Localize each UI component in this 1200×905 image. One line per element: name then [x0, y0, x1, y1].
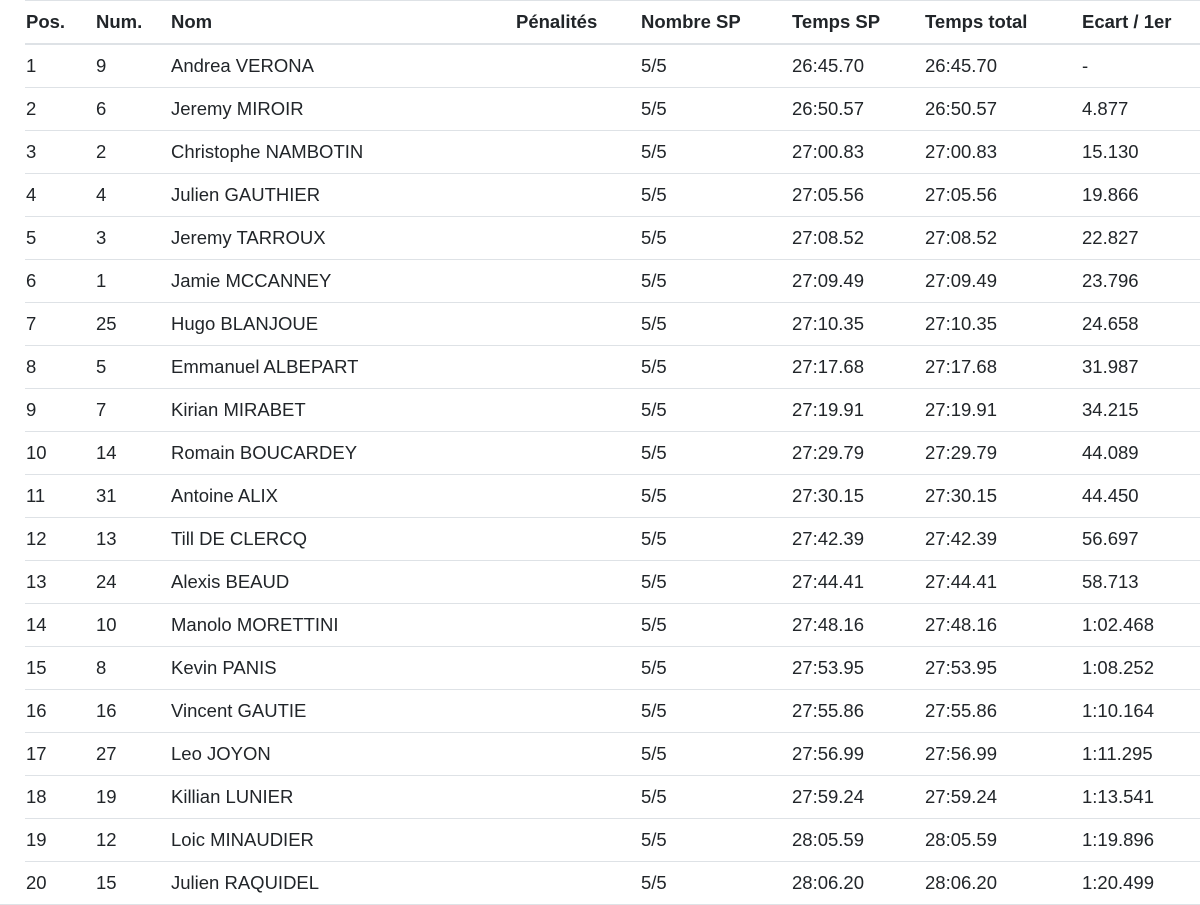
- cell-ecart: 1:20.499: [1082, 862, 1200, 905]
- cell-num: 5: [96, 346, 171, 389]
- cell-temps-sp: 27:56.99: [792, 733, 925, 776]
- cell-nombre-sp: 5/5: [641, 174, 792, 217]
- cell-nom: Manolo MORETTINI: [171, 604, 516, 647]
- cell-nombre-sp: 5/5: [641, 819, 792, 862]
- header-nom[interactable]: Nom: [171, 1, 516, 45]
- cell-temps-total: 27:30.15: [925, 475, 1082, 518]
- header-pos[interactable]: Pos.: [0, 1, 96, 45]
- cell-ecart: 56.697: [1082, 518, 1200, 561]
- cell-temps-total: 26:50.57: [925, 88, 1082, 131]
- cell-temps-sp: 27:53.95: [792, 647, 925, 690]
- table-row[interactable]: [0, 475, 1200, 518]
- cell-num: 8: [96, 647, 171, 690]
- cell-num: 15: [96, 862, 171, 905]
- header-num[interactable]: Num.: [96, 1, 171, 45]
- table-row[interactable]: [0, 303, 1200, 346]
- cell-ecart: 1:08.252: [1082, 647, 1200, 690]
- cell-penalites: [516, 260, 641, 303]
- table-row[interactable]: [0, 776, 1200, 819]
- cell-pos: 20: [0, 862, 96, 905]
- cell-penalites: [516, 475, 641, 518]
- cell-temps-sp: 27:59.24: [792, 776, 925, 819]
- cell-nombre-sp: 5/5: [641, 260, 792, 303]
- cell-ecart: 1:02.468: [1082, 604, 1200, 647]
- header-ecart[interactable]: Ecart / 1er: [1082, 1, 1200, 45]
- cell-nom: Vincent GAUTIE: [171, 690, 516, 733]
- cell-temps-total: 27:10.35: [925, 303, 1082, 346]
- cell-temps-total: 27:44.41: [925, 561, 1082, 604]
- table-row[interactable]: [0, 733, 1200, 776]
- cell-temps-total: 27:55.86: [925, 690, 1082, 733]
- cell-temps-sp: 27:44.41: [792, 561, 925, 604]
- cell-num: 4: [96, 174, 171, 217]
- cell-nombre-sp: 5/5: [641, 217, 792, 260]
- cell-pos: 16: [0, 690, 96, 733]
- cell-ecart: 44.450: [1082, 475, 1200, 518]
- cell-temps-sp: 27:09.49: [792, 260, 925, 303]
- cell-temps-sp: 27:48.16: [792, 604, 925, 647]
- table-row[interactable]: [0, 561, 1200, 604]
- cell-pos: 1: [0, 44, 96, 88]
- cell-ecart: 1:13.541: [1082, 776, 1200, 819]
- cell-nombre-sp: 5/5: [641, 475, 792, 518]
- cell-temps-sp: 26:50.57: [792, 88, 925, 131]
- cell-nom: Loic MINAUDIER: [171, 819, 516, 862]
- cell-temps-total: 27:08.52: [925, 217, 1082, 260]
- table-row[interactable]: [0, 44, 1200, 88]
- cell-pos: 18: [0, 776, 96, 819]
- cell-temps-total: 27:00.83: [925, 131, 1082, 174]
- table-row[interactable]: [0, 174, 1200, 217]
- cell-temps-total: 27:09.49: [925, 260, 1082, 303]
- header-temps-sp[interactable]: Temps SP: [792, 1, 925, 45]
- results-table-header: [0, 1, 1200, 45]
- cell-temps-sp: 27:10.35: [792, 303, 925, 346]
- cell-temps-sp: 27:19.91: [792, 389, 925, 432]
- cell-nombre-sp: 5/5: [641, 561, 792, 604]
- cell-pos: 12: [0, 518, 96, 561]
- cell-nombre-sp: 5/5: [641, 733, 792, 776]
- cell-pos: 5: [0, 217, 96, 260]
- cell-temps-sp: 27:05.56: [792, 174, 925, 217]
- cell-pos: 14: [0, 604, 96, 647]
- cell-nombre-sp: 5/5: [641, 88, 792, 131]
- cell-penalites: [516, 432, 641, 475]
- cell-nombre-sp: 5/5: [641, 389, 792, 432]
- cell-nombre-sp: 5/5: [641, 303, 792, 346]
- cell-penalites: [516, 733, 641, 776]
- cell-pos: 7: [0, 303, 96, 346]
- cell-num: 3: [96, 217, 171, 260]
- cell-nom: Emmanuel ALBEPART: [171, 346, 516, 389]
- cell-temps-sp: 27:55.86: [792, 690, 925, 733]
- cell-nom: Julien GAUTHIER: [171, 174, 516, 217]
- cell-ecart: 31.987: [1082, 346, 1200, 389]
- cell-temps-total: 26:45.70: [925, 44, 1082, 88]
- cell-ecart: 23.796: [1082, 260, 1200, 303]
- cell-nom: Hugo BLANJOUE: [171, 303, 516, 346]
- cell-pos: 17: [0, 733, 96, 776]
- cell-nom: Romain BOUCARDEY: [171, 432, 516, 475]
- cell-num: 25: [96, 303, 171, 346]
- cell-penalites: [516, 647, 641, 690]
- cell-pos: 11: [0, 475, 96, 518]
- header-nombre-sp[interactable]: Nombre SP: [641, 1, 792, 45]
- cell-nombre-sp: 5/5: [641, 432, 792, 475]
- table-row[interactable]: [0, 518, 1200, 561]
- cell-ecart: 19.866: [1082, 174, 1200, 217]
- table-row[interactable]: [0, 131, 1200, 174]
- cell-temps-sp: 27:42.39: [792, 518, 925, 561]
- cell-pos: 19: [0, 819, 96, 862]
- cell-temps-total: 27:29.79: [925, 432, 1082, 475]
- cell-nombre-sp: 5/5: [641, 131, 792, 174]
- cell-nombre-sp: 5/5: [641, 346, 792, 389]
- cell-penalites: [516, 604, 641, 647]
- cell-nom: Jeremy TARROUX: [171, 217, 516, 260]
- cell-nom: Leo JOYON: [171, 733, 516, 776]
- cell-temps-total: 27:48.16: [925, 604, 1082, 647]
- cell-temps-sp: 27:29.79: [792, 432, 925, 475]
- cell-num: 1: [96, 260, 171, 303]
- cell-penalites: [516, 776, 641, 819]
- cell-penalites: [516, 44, 641, 88]
- cell-nom: Jamie MCCANNEY: [171, 260, 516, 303]
- cell-nom: Andrea VERONA: [171, 44, 516, 88]
- cell-ecart: 34.215: [1082, 389, 1200, 432]
- results-table-body: [0, 44, 1200, 905]
- cell-nom: Christophe NAMBOTIN: [171, 131, 516, 174]
- table-row[interactable]: [0, 88, 1200, 131]
- cell-ecart: 1:10.164: [1082, 690, 1200, 733]
- table-row[interactable]: [0, 604, 1200, 647]
- cell-nom: Antoine ALIX: [171, 475, 516, 518]
- cell-pos: 3: [0, 131, 96, 174]
- cell-nom: Kirian MIRABET: [171, 389, 516, 432]
- cell-num: 16: [96, 690, 171, 733]
- cell-penalites: [516, 346, 641, 389]
- cell-temps-total: 27:59.24: [925, 776, 1082, 819]
- cell-temps-sp: 27:00.83: [792, 131, 925, 174]
- cell-ecart: 22.827: [1082, 217, 1200, 260]
- cell-temps-sp: 28:05.59: [792, 819, 925, 862]
- cell-temps-sp: 28:06.20: [792, 862, 925, 905]
- header-row: [0, 1, 1200, 45]
- cell-penalites: [516, 518, 641, 561]
- cell-ecart: 15.130: [1082, 131, 1200, 174]
- cell-temps-sp: 27:17.68: [792, 346, 925, 389]
- cell-nom: Kevin PANIS: [171, 647, 516, 690]
- cell-ecart: 4.877: [1082, 88, 1200, 131]
- cell-ecart: 1:11.295: [1082, 733, 1200, 776]
- cell-temps-total: 27:19.91: [925, 389, 1082, 432]
- cell-temps-total: 27:17.68: [925, 346, 1082, 389]
- header-temps-total[interactable]: Temps total: [925, 1, 1082, 45]
- table-row[interactable]: [0, 690, 1200, 733]
- cell-ecart: 44.089: [1082, 432, 1200, 475]
- cell-num: 14: [96, 432, 171, 475]
- cell-nom: Till DE CLERCQ: [171, 518, 516, 561]
- table-row[interactable]: [0, 260, 1200, 303]
- cell-pos: 13: [0, 561, 96, 604]
- table-row[interactable]: [0, 819, 1200, 862]
- cell-pos: 4: [0, 174, 96, 217]
- cell-pos: 9: [0, 389, 96, 432]
- cell-temps-sp: 27:08.52: [792, 217, 925, 260]
- cell-temps-total: 27:53.95: [925, 647, 1082, 690]
- cell-nombre-sp: 5/5: [641, 44, 792, 88]
- cell-ecart: -: [1082, 44, 1200, 88]
- cell-temps-total: 28:05.59: [925, 819, 1082, 862]
- cell-penalites: [516, 819, 641, 862]
- cell-penalites: [516, 217, 641, 260]
- cell-temps-total: 28:06.20: [925, 862, 1082, 905]
- cell-temps-total: 27:05.56: [925, 174, 1082, 217]
- cell-nom: Jeremy MIROIR: [171, 88, 516, 131]
- cell-num: 24: [96, 561, 171, 604]
- table-row[interactable]: [0, 217, 1200, 260]
- cell-nom: Julien RAQUIDEL: [171, 862, 516, 905]
- cell-penalites: [516, 303, 641, 346]
- cell-nom: Killian LUNIER: [171, 776, 516, 819]
- cell-num: 10: [96, 604, 171, 647]
- cell-penalites: [516, 174, 641, 217]
- cell-penalites: [516, 389, 641, 432]
- cell-num: 19: [96, 776, 171, 819]
- cell-ecart: 1:19.896: [1082, 819, 1200, 862]
- cell-temps-total: 27:56.99: [925, 733, 1082, 776]
- cell-pos: 2: [0, 88, 96, 131]
- cell-nombre-sp: 5/5: [641, 862, 792, 905]
- cell-num: 7: [96, 389, 171, 432]
- cell-pos: 8: [0, 346, 96, 389]
- cell-num: 6: [96, 88, 171, 131]
- cell-penalites: [516, 88, 641, 131]
- cell-ecart: 24.658: [1082, 303, 1200, 346]
- cell-num: 2: [96, 131, 171, 174]
- cell-num: 27: [96, 733, 171, 776]
- cell-pos: 6: [0, 260, 96, 303]
- cell-num: 9: [96, 44, 171, 88]
- cell-ecart: 58.713: [1082, 561, 1200, 604]
- table-row[interactable]: [0, 346, 1200, 389]
- table-row[interactable]: [0, 862, 1200, 905]
- cell-nombre-sp: 5/5: [641, 647, 792, 690]
- cell-temps-total: 27:42.39: [925, 518, 1082, 561]
- header-penalites[interactable]: Pénalités: [516, 1, 641, 45]
- cell-temps-sp: 26:45.70: [792, 44, 925, 88]
- cell-num: 31: [96, 475, 171, 518]
- cell-num: 13: [96, 518, 171, 561]
- cell-num: 12: [96, 819, 171, 862]
- cell-nombre-sp: 5/5: [641, 604, 792, 647]
- table-row[interactable]: [0, 647, 1200, 690]
- cell-nombre-sp: 5/5: [641, 518, 792, 561]
- table-row[interactable]: [0, 389, 1200, 432]
- cell-penalites: [516, 561, 641, 604]
- cell-penalites: [516, 690, 641, 733]
- cell-pos: 15: [0, 647, 96, 690]
- cell-penalites: [516, 131, 641, 174]
- cell-nombre-sp: 5/5: [641, 690, 792, 733]
- table-row[interactable]: [0, 432, 1200, 475]
- cell-nombre-sp: 5/5: [641, 776, 792, 819]
- cell-pos: 10: [0, 432, 96, 475]
- cell-nom: Alexis BEAUD: [171, 561, 516, 604]
- cell-temps-sp: 27:30.15: [792, 475, 925, 518]
- cell-penalites: [516, 862, 641, 905]
